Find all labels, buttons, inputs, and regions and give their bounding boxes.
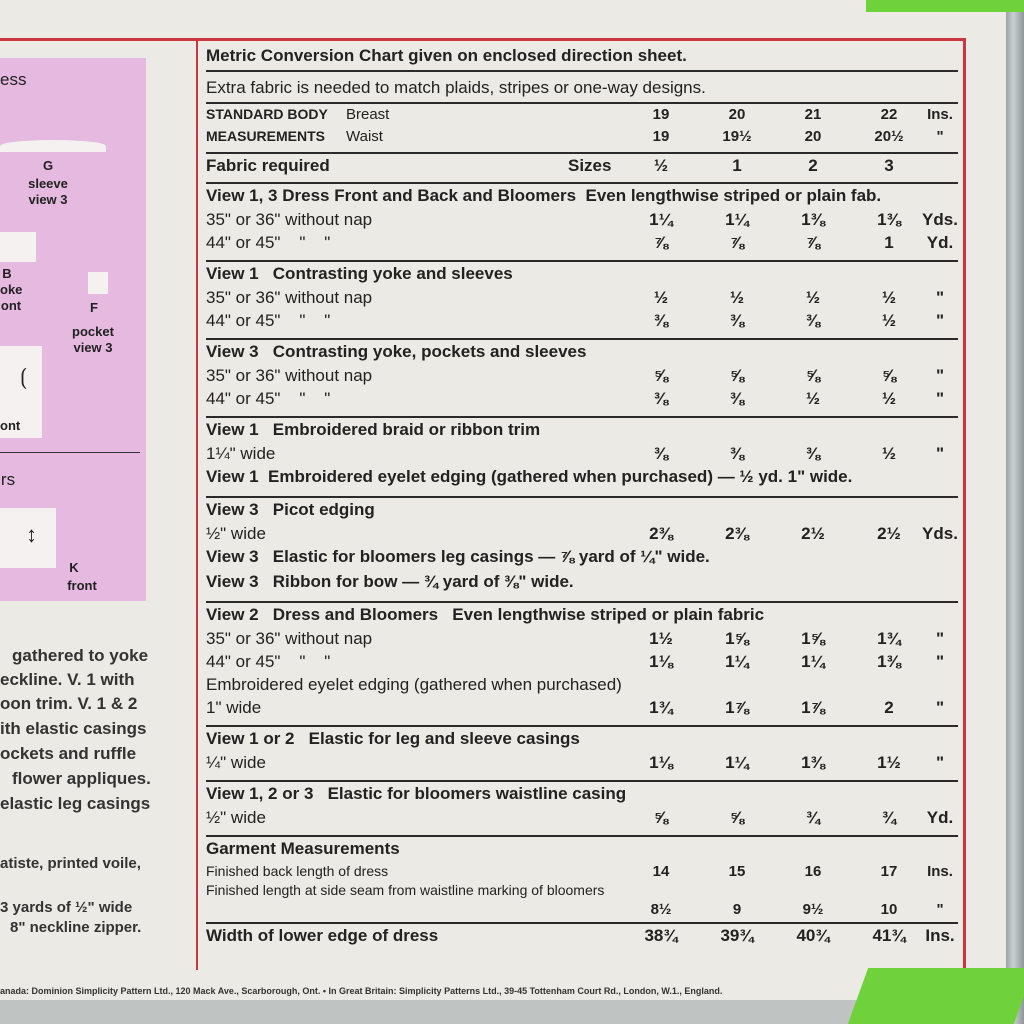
panel-top-label: ess <box>0 70 27 89</box>
yardage-cell: 40¾ <box>796 926 830 945</box>
yardage-cell: 1⅜ <box>801 753 825 772</box>
chart-rule <box>206 496 958 498</box>
yardage-cell: ½ <box>881 444 897 463</box>
yardage-cell: ⅝ <box>729 366 745 385</box>
section-heading: View 3 Picot edging <box>206 500 375 519</box>
yardage-cell: 15 <box>728 863 746 880</box>
yardage-cell: 2⅜ <box>725 524 749 543</box>
yardage-cell: 1¼ <box>649 210 673 229</box>
yardage-cell: 16 <box>804 863 822 880</box>
pattern-piece-yoke <box>0 232 36 262</box>
yardage-cell: 9 <box>732 901 742 918</box>
yardage-cell: 1 <box>884 233 894 252</box>
yardage-cell: ⅜ <box>653 389 669 408</box>
unit-cell: Ins. <box>925 926 955 945</box>
yardage-cell: 2½ <box>877 524 901 543</box>
unit-cell: Ins. <box>927 106 953 123</box>
size-header: 2 <box>808 156 818 175</box>
section-heading: View 2 Dress and Bloomers Even lengthwise striped or plain fabric <box>206 605 765 624</box>
yardage-cell: ⅜ <box>653 444 669 463</box>
yardage-cell: 20 <box>804 128 822 145</box>
yardage-cell: 1⅞ <box>801 698 825 717</box>
row-label: ½" wide <box>206 808 266 827</box>
description-line: elastic leg casings <box>0 794 151 813</box>
yardage-cell: 17 <box>880 863 898 880</box>
chart-rule <box>206 725 958 727</box>
description-line: eckline. V. 1 with <box>0 670 135 689</box>
yardage-cell: 22 <box>880 106 898 123</box>
pattern-piece-sleeve <box>0 140 106 152</box>
yardage-cell: ⅜ <box>805 444 821 463</box>
yardage-cell: ½ <box>653 288 669 307</box>
row-label: Embroidered eyelet edging (gathered when purchased) <box>206 675 622 694</box>
piece-b-name: oke <box>0 282 23 297</box>
yardage-cell: 1½ <box>649 629 673 648</box>
yardage-cell: 1⅛ <box>649 652 673 671</box>
chart-rule <box>206 780 958 782</box>
unit-cell: " <box>935 288 945 307</box>
yardage-cell: ⅜ <box>729 311 745 330</box>
yardage-cell: ⅜ <box>729 444 745 463</box>
yardage-cell: ½ <box>881 288 897 307</box>
yardage-cell: ⅝ <box>805 366 821 385</box>
description-line: oon trim. V. 1 & 2 <box>0 694 138 713</box>
garment-measurements-heading: Garment Measurements <box>206 839 400 858</box>
yardage-cell: 9½ <box>802 901 824 918</box>
description-line: ockets and ruffle <box>0 744 137 763</box>
unit-cell: Yd. <box>926 808 954 827</box>
unit-cell <box>920 675 960 699</box>
piece-f-name: pocket <box>72 324 114 339</box>
red-rule-divider <box>196 38 198 970</box>
section-heading: View 3 Contrasting yoke, pockets and sleeves <box>206 342 587 361</box>
yardage-cell: ½ <box>805 389 821 408</box>
piece-f-letter: F <box>90 300 98 315</box>
description-line: flower appliques. <box>12 769 151 788</box>
notions-line: 3 yards of ½" wide <box>0 899 133 916</box>
row-label: 35" or 36" without nap <box>206 629 373 648</box>
section-heading: View 1 or 2 Elastic for leg and sleeve casings <box>206 729 580 748</box>
chart-rule <box>206 260 958 262</box>
row-label: 35" or 36" without nap <box>206 288 373 307</box>
yardage-cell: ½ <box>729 288 745 307</box>
yardage-cell <box>788 675 838 699</box>
yardage-cell: 20 <box>728 106 746 123</box>
yardage-cell: 38¾ <box>644 926 678 945</box>
yardage-cell: ¾ <box>881 808 897 827</box>
row-label: 44" or 45" " " <box>206 311 331 330</box>
chart-rule <box>206 182 958 184</box>
piece-front-view: ont <box>0 418 21 433</box>
yardage-cell: ¾ <box>805 808 821 827</box>
fabrics-line: atiste, printed voile, <box>0 855 141 872</box>
yardage-cell: 1⅛ <box>649 753 673 772</box>
yardage-cell: 1⅝ <box>725 629 749 648</box>
yardage-cell: 21 <box>804 106 822 123</box>
yardage-cell: ⅝ <box>881 366 897 385</box>
waist-label: Waist <box>346 128 383 145</box>
size-header: ½ <box>653 156 669 175</box>
row-label: 35" or 36" without nap <box>206 210 373 229</box>
yardage-cell: 2⅜ <box>649 524 673 543</box>
unit-cell: " <box>935 698 945 717</box>
section-note: View 3 Ribbon for bow — ¾ yard of ⅜" wide. <box>206 572 574 591</box>
section-note: View 3 Elastic for bloomers leg casings — ⅞ yard of ¼" wide. <box>206 547 710 566</box>
yardage-cell <box>636 675 686 699</box>
red-rule-right <box>963 38 966 970</box>
yardage-cell: 2½ <box>801 524 825 543</box>
yardage-cell: 19 <box>652 128 670 145</box>
chart-rule <box>206 601 958 603</box>
body-measure-label: STANDARD BODY <box>206 106 328 122</box>
yardage-cell: 1⅜ <box>877 652 901 671</box>
garment-row-label: Finished back length of dress <box>206 863 389 879</box>
grainline-arrow-icon: ↕ <box>26 522 37 547</box>
notions-line: 8" neckline zipper. <box>10 919 142 936</box>
yardage-cell: 1¼ <box>801 652 825 671</box>
unit-cell: Yds. <box>922 210 958 229</box>
yardage-cell: ⅞ <box>653 233 669 252</box>
yardage-cell: ⅞ <box>805 233 821 252</box>
piece-b-view: ont <box>0 298 22 313</box>
unit-cell: " <box>935 311 945 330</box>
chart-rule <box>206 835 958 837</box>
section-note: View 1 Embroidered eyelet edging (gathered when purchased) — ½ yd. 1" wide. <box>206 467 853 486</box>
row-label: 44" or 45" " " <box>206 233 331 252</box>
yardage-cell <box>864 675 914 699</box>
yardage-cell: ⅞ <box>729 233 745 252</box>
panel-rs-label: rs <box>0 470 16 489</box>
row-label: 1¼" wide <box>206 444 276 463</box>
unit-cell: " <box>935 389 945 408</box>
yardage-cell: ⅜ <box>805 311 821 330</box>
publisher-footer: anada: Dominion Simplicity Pattern Ltd., 120 Mack Ave., Scarborough, Ont. • In Great Britain: Simplicity Patterns Ltd., 39-45 Tottenham Court Rd., London, W.1., England. <box>0 986 723 996</box>
body-measure-label: MEASUREMENTS <box>206 128 326 144</box>
row-label: ¼" wide <box>206 753 266 772</box>
piece-g-view: view 3 <box>28 192 68 207</box>
yardage-cell: ½ <box>881 311 897 330</box>
yardage-cell: 10 <box>880 901 898 918</box>
chart-rule <box>206 152 958 154</box>
yardage-cell: ⅝ <box>729 808 745 827</box>
piece-k-name: front <box>67 578 97 593</box>
yardage-cell: 20½ <box>874 128 904 145</box>
width-row-label: Width of lower edge of dress <box>206 926 439 945</box>
piece-b-letter: B <box>2 266 12 281</box>
description-line: gathered to yoke <box>12 646 149 665</box>
yardage-cell: 1¾ <box>649 698 673 717</box>
green-tape-bottom <box>848 968 1024 1024</box>
piece-k-letter: K <box>69 560 79 575</box>
section-heading: View 1, 3 Dress Front and Back and Bloomers Even lengthwise striped or plain fab. <box>206 186 882 205</box>
size-header: 3 <box>884 156 894 175</box>
breast-label: Breast <box>346 106 390 123</box>
row-label: 35" or 36" without nap <box>206 366 373 385</box>
chart-rule <box>206 70 958 72</box>
yardage-cell: 1⅜ <box>877 210 901 229</box>
background-strip <box>1006 0 1024 1024</box>
yardage-cell: 19 <box>652 106 670 123</box>
chart-rule <box>206 922 958 924</box>
piece-g-letter: G <box>42 158 54 173</box>
piece-f-view: view 3 <box>73 340 113 355</box>
unit-cell: " <box>935 753 945 772</box>
unit-cell: Yds. <box>922 524 958 543</box>
yardage-cell: 14 <box>652 863 670 880</box>
chart-rule <box>206 102 958 104</box>
chart-rule <box>206 338 958 340</box>
yardage-cell: ⅜ <box>729 389 745 408</box>
unit-cell: " <box>935 444 945 463</box>
yardage-cell: 1¾ <box>877 629 901 648</box>
unit-cell: " <box>935 366 945 385</box>
unit-cell: " <box>936 901 944 918</box>
yardage-cell <box>712 675 762 699</box>
chart-note: Extra fabric is needed to match plaids, stripes or one-way designs. <box>206 78 706 97</box>
row-label: 1" wide <box>206 698 262 717</box>
unit-cell: " <box>936 128 944 145</box>
section-heading: View 1, 2 or 3 Elastic for bloomers waistline casing <box>206 784 627 803</box>
green-tape-top <box>866 0 1024 12</box>
section-heading: View 1 Contrasting yoke and sleeves <box>206 264 513 283</box>
yardage-cell: 1¼ <box>725 753 749 772</box>
yardage-cell: 1¼ <box>725 652 749 671</box>
chart-title: Metric Conversion Chart given on enclosed direction sheet. <box>206 46 687 65</box>
yardage-cell: ½ <box>805 288 821 307</box>
unit-cell: Yd. <box>926 233 954 252</box>
row-label: 44" or 45" " " <box>206 652 331 671</box>
red-rule-top <box>0 38 966 41</box>
panel-divider <box>0 452 140 453</box>
chart-rule <box>206 416 958 418</box>
yardage-cell: ⅝ <box>653 366 669 385</box>
yardage-cell: 39¾ <box>720 926 754 945</box>
yardage-cell: 2 <box>884 698 894 717</box>
unit-cell: " <box>935 629 945 648</box>
sizes-label: Sizes <box>568 156 612 175</box>
pattern-piece-pocket <box>88 272 108 294</box>
yardage-cell: 41¾ <box>872 926 906 945</box>
yardage-cell: 1⅜ <box>801 210 825 229</box>
yardage-cell: 8½ <box>650 901 672 918</box>
description-line: ith elastic casings <box>0 719 147 738</box>
yardage-cell: 1½ <box>877 753 901 772</box>
piece-g-name: sleeve <box>28 176 68 191</box>
unit-cell: " <box>935 652 945 671</box>
size-header: 1 <box>732 156 742 175</box>
yardage-cell: ½ <box>881 389 897 408</box>
yardage-cell: ⅜ <box>653 311 669 330</box>
row-label: ½" wide <box>206 524 266 543</box>
unit-cell: Ins. <box>927 863 953 880</box>
yardage-cell: ⅝ <box>653 808 669 827</box>
row-label: 44" or 45" " " <box>206 389 331 408</box>
yardage-cell: 1¼ <box>725 210 749 229</box>
yardage-cell: 19½ <box>722 128 752 145</box>
garment-row-label: Finished length at side seam from waistline marking of bloomers <box>206 882 605 898</box>
yardage-cell: 1⅝ <box>801 629 825 648</box>
yardage-cell: 1⅞ <box>725 698 749 717</box>
fabric-required-label: Fabric required <box>206 156 330 175</box>
grainline-arrow-icon: ⟮ <box>20 364 28 389</box>
section-heading: View 1 Embroidered braid or ribbon trim <box>206 420 541 439</box>
